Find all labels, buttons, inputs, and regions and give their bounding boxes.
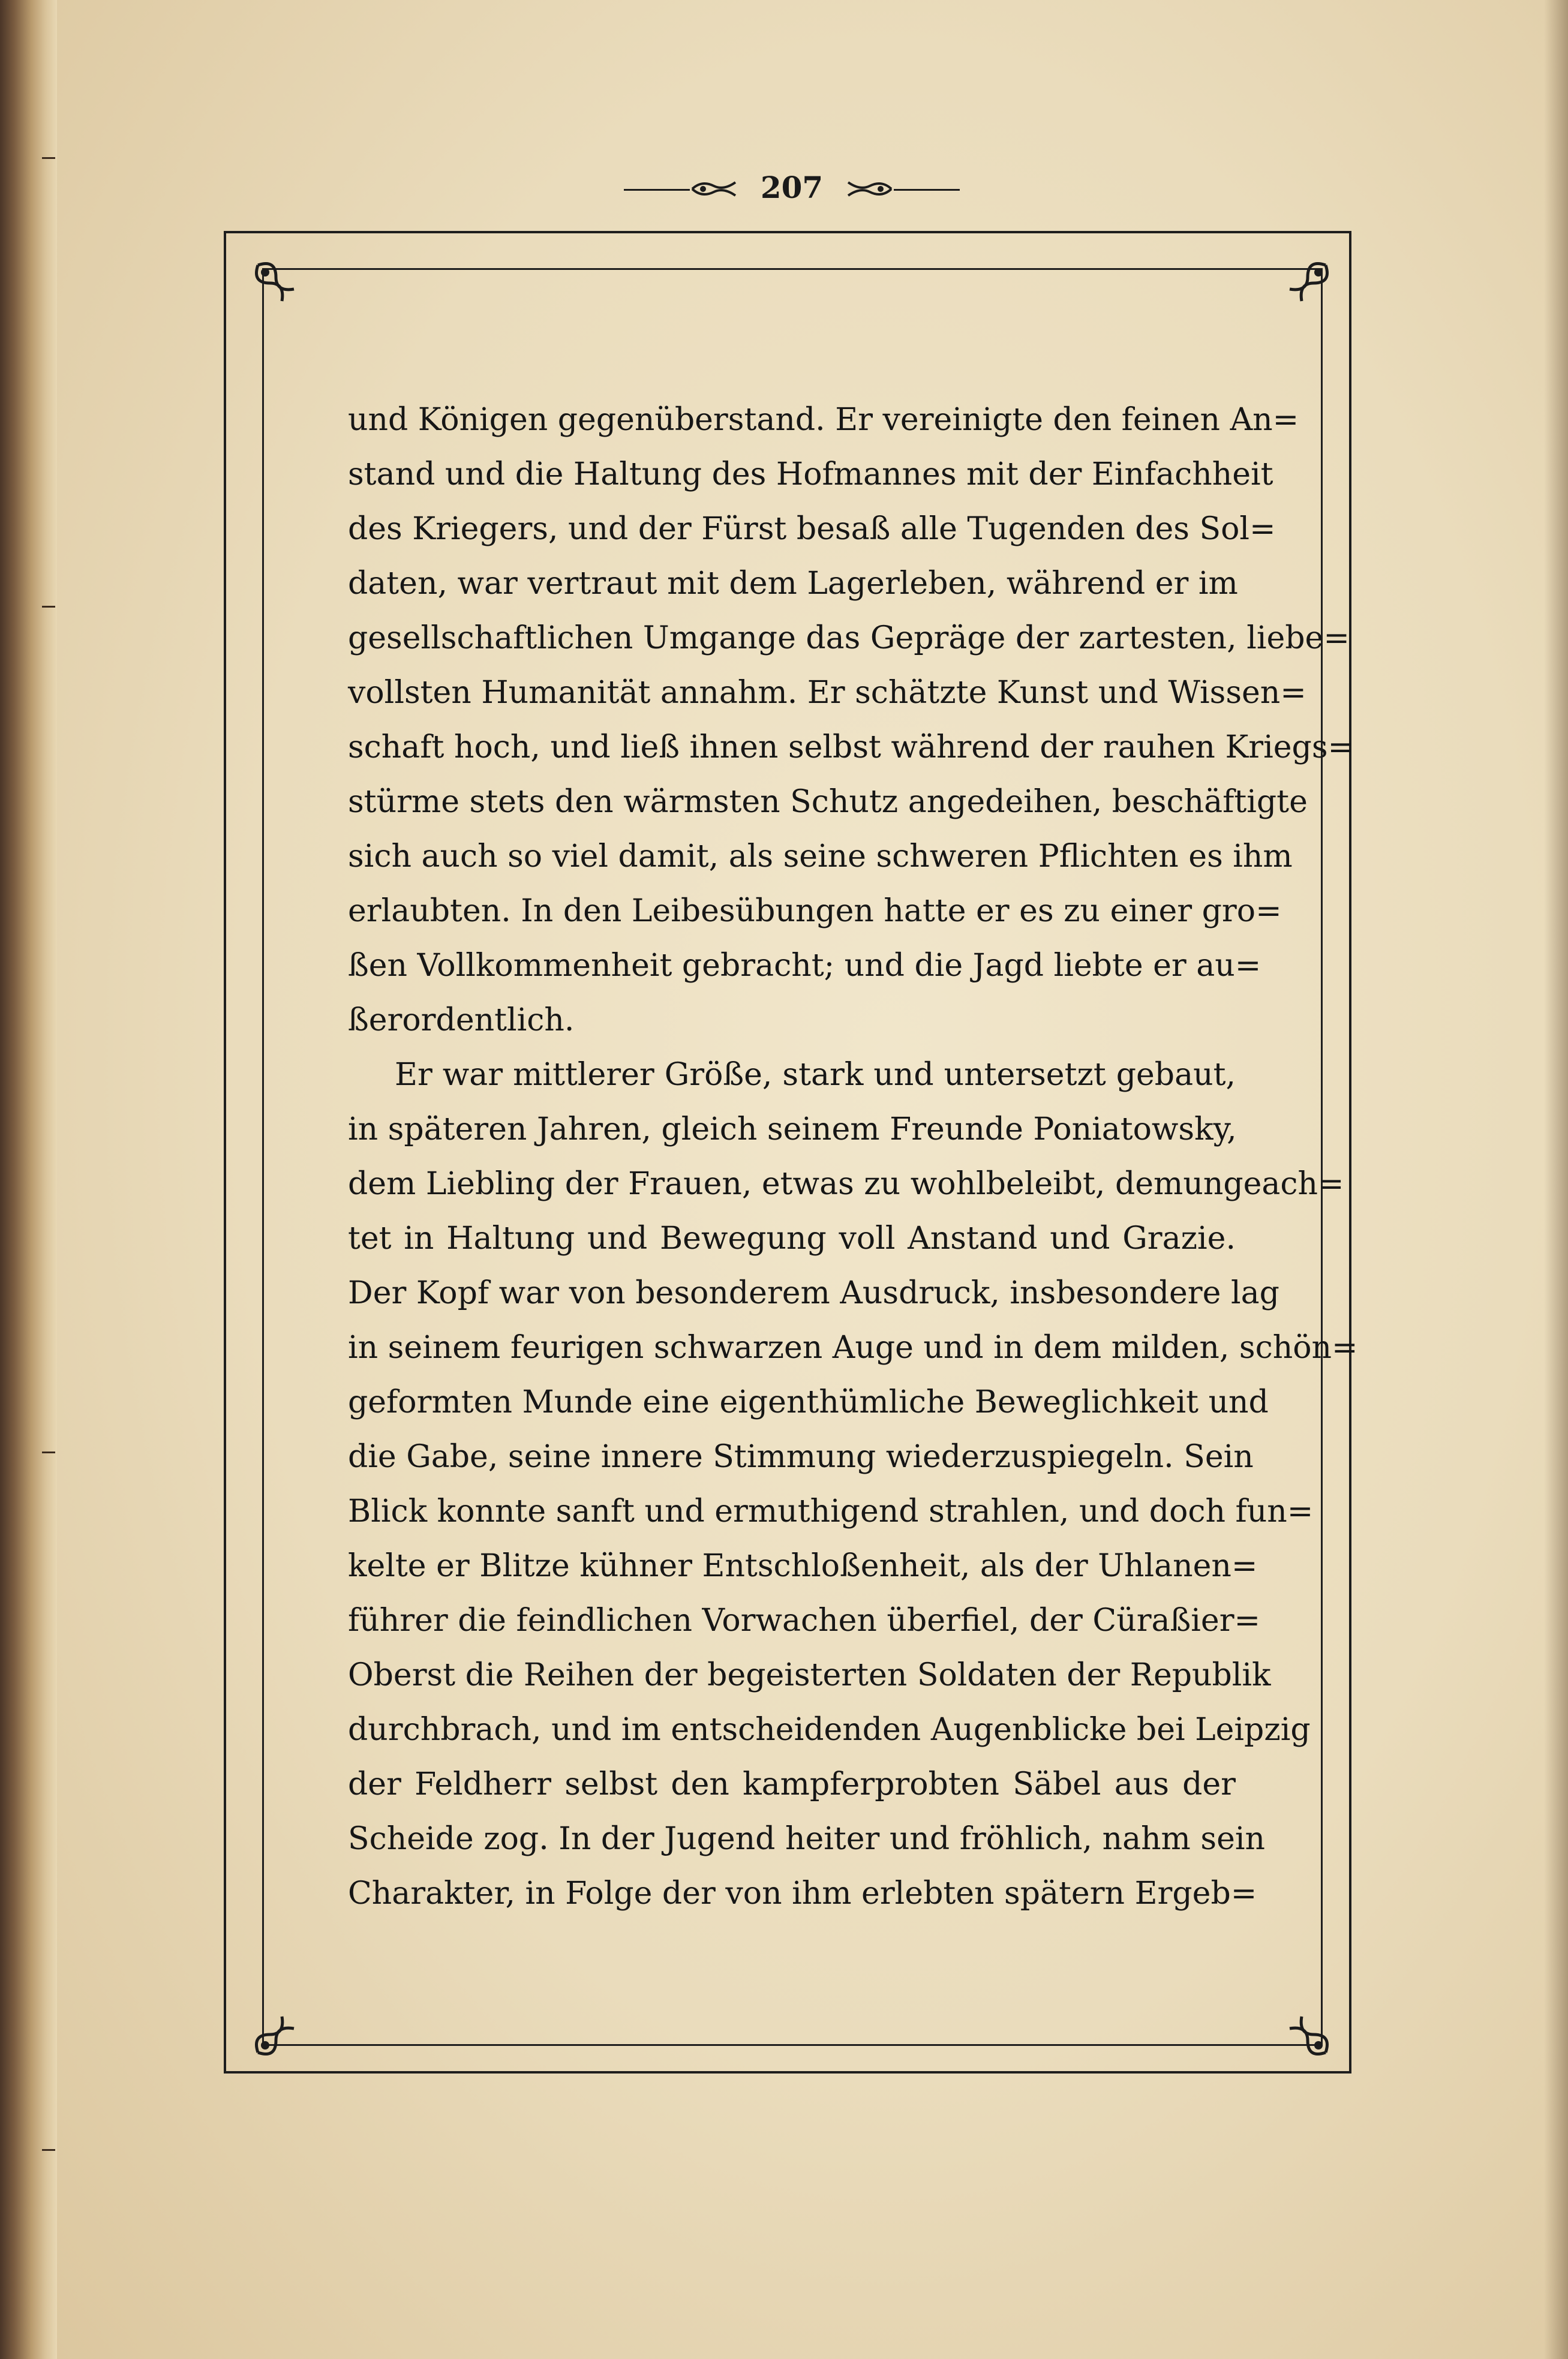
text-line: erlaubten. In den Leibesübungen hatte er es zu einer gro= [348,893,1282,929]
text-line: daten, war vertraut mit dem Lagerleben, während er im [348,566,1238,602]
spine-tick [42,2149,55,2151]
text-line: ßerordentlich. [348,1002,575,1038]
text-line: des Kriegers, und der Fürst besaß alle Tugenden des Sol= [348,511,1276,547]
spine-tick [42,1452,55,1453]
spine-tick [42,157,55,159]
text-line: tet in Haltung und Bewegung voll Anstand und Grazie. [348,1221,1236,1257]
text-line: führer die feindlichen Vorwachen überfiel, der Cüraßier= [348,1603,1261,1639]
header-ornament-right-icon [846,175,894,203]
text-line: Scheide zog. In der Jugend heiter und fröhlich, nahm sein [348,1821,1265,1857]
text-line: in späteren Jahren, gleich seinem Freunde Poniatowsky, [348,1111,1237,1147]
text-line: geformten Munde eine eigenthümliche Beweglichkeit und [348,1384,1269,1420]
text-line: stürme stets den wärmsten Schutz angedeihen, beschäftigte [348,784,1308,820]
book-edge [0,0,57,2359]
text-line: schaft hoch, und ließ ihnen selbst während der rauhen Kriegs= [348,729,1354,765]
text-line: die Gabe, seine innere Stimmung wiederzuspiegeln. Sein [348,1439,1254,1475]
text-line: der Feldherr selbst den kampferprobten Säbel aus der [348,1766,1236,1802]
text-line: durchbrach, und im entscheidenden Augenblicke bei Leipzig [348,1712,1311,1748]
spine-tick [42,606,55,608]
text-line: und Königen gegenüberstand. Er vereinigte den feinen An= [348,402,1299,438]
text-line: Blick konnte sanft und ermuthigend strahlen, und doch fun= [348,1493,1314,1529]
text-line: in seinem feurigen schwarzen Auge und in dem milden, schön= [348,1330,1358,1366]
corner-ornament-bottom-right-icon [1284,2011,1332,2059]
page-right-edge [1544,0,1568,2359]
text-line: ßen Vollkommenheit gebracht; und die Jagd liebte er au= [348,948,1261,984]
body-text [348,393,1358,1921]
text-line: sich auch so viel damit, als seine schweren Pflichten es ihm [348,839,1293,875]
text-line: Er war mittlerer Größe, stark und untersetzt gebaut, [395,1057,1236,1093]
text-line: kelte er Blitze kühner Entschloßenheit, als der Uhlanen= [348,1548,1258,1584]
corner-ornament-top-right-icon [1284,259,1332,307]
text-line: Oberst die Reihen der begeisterten Soldaten der Republik [348,1657,1271,1693]
text-line: Der Kopf war von besonderem Ausdruck, insbesondere lag [348,1275,1279,1311]
corner-ornament-bottom-left-icon [252,2011,300,2059]
text-line: stand und die Haltung des Hofmannes mit der Einfachheit [348,456,1273,492]
text-line: vollsten Humanität annahm. Er schätzte Kunst und Wissen= [348,675,1306,711]
page-header [624,168,960,210]
text-line: dem Liebling der Frauen, etwas zu wohlbeleibt, demungeach= [348,1166,1344,1202]
corner-ornament-top-left-icon [252,259,300,307]
text-line: gesellschaftlichen Umgange das Gepräge der zartesten, liebe= [348,620,1350,656]
page-number: 207 [760,170,824,205]
text-line: Charakter, in Folge der von ihm erlebten spätern Ergeb= [348,1876,1257,1912]
header-rule-right [894,189,960,191]
